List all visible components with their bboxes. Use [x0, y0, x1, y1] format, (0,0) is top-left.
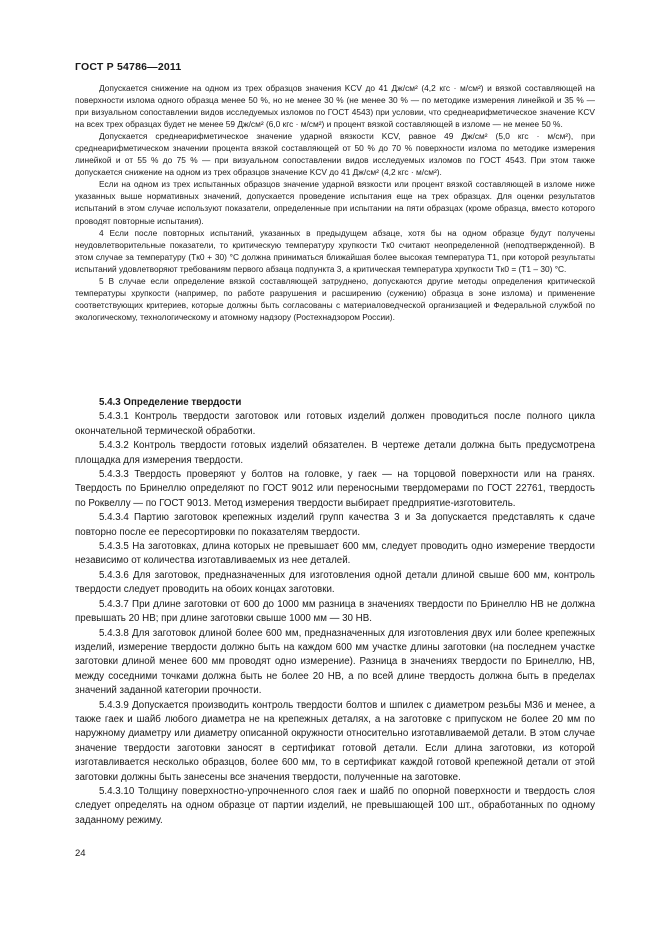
- section-paragraph: 5.4.3.2 Контроль твердости готовых изделий обязателен. В чертеже детали должна быть предусмотрена площадка для измерения твердости.: [75, 440, 595, 466]
- note-paragraph: Если на одном из трех испытанных образцов значение ударной вязкости или процент вязкой составляющей в изломе ниже указанных выше нормативных значений, допускается проведение испытания еще на трех образцах. Для оценки результатов испытаний в этом случае используют показатели, определенные при испытании на пяти образцах (кроме образца, вместо которого проводят повторные испытания).: [75, 179, 595, 226]
- hardness-section: [75, 396, 595, 828]
- note-paragraph: Допускается снижение на одном из трех образцов значения KCV до 41 Дж/см² (4,2 кгс · м/см²) и вязкой составляющей на поверхности излома одного образца менее 50 %, но не менее 30 % (не менее 30 % — по методике измерения линейкой и 35 % — при визуальном сопоставлении видов исследуемых изломов по ГОСТ 4543) при условии, что среднеарифметическое значение KCV на всех трех образцах будет не менее 59 Дж/см² (6,0 кгс · м/см²) и процент вязкой составляющей в изломе — не менее 50 %.: [75, 83, 595, 130]
- section-paragraph: 5.4.3.9 Допускается производить контроль твердости болтов и шпилек с диаметром резьбы М36 и менее, а также гаек и шайб любого диаметра не на крепежных деталях, а на заготовке с припуском не более 20 мм по наружному диаметру или диаметру описанной окружности относительно изготавливаемой детали. В этом случае значение твердости заготовки заносят в сертификат готовой детали. Если длина заготовки, из которой изготавливается несколько образцов, более 600 мм, то в сертификат каждой готовой крепежной детали от этой заготовки должны быть занесены все значения твердости, полученные на заготовке.: [75, 699, 595, 783]
- note-paragraph: Допускается среднеарифметическое значение ударной вязкости KCV, равное 49 Дж/см² (5,0 кгс · м/см²), при среднеарифметическом значении процента вязкой составляющей от 50 % до 70 % поверхности излома по методике измерения линейкой и от 55 % до 75 % — при визуальном сопоставлении видов исследуемых изломов по ГОСТ 4543. При этом также допускается снижение на одном из трех образцов значение KCV до 41 Дж/см² (4,2 кгс · м/см²).: [75, 131, 595, 178]
- note-paragraph: 5 В случае если определение вязкой составляющей затруднено, допускаются другие методы определения критической температуры хрупкости (например, по работе разрушения и расширению (сужению) образца в зоне излома) и применение соответствующих критериев, которые должны быть согласованы с материаловедческой организацией и Федеральной службой по экологическому, технологическому и атомному надзору (Ростехнадзором России).: [75, 275, 595, 322]
- notes-block: [75, 82, 595, 323]
- document-header: ГОСТ Р 54786—2011: [75, 61, 182, 73]
- section-paragraph: 5.4.3.1 Контроль твердости заготовок или готовых изделий должен проводиться после полного цикла окончательной термической обработки.: [75, 411, 595, 437]
- section-paragraph: 5.4.3.4 Партию заготовок крепежных изделий групп качества 3 и 3а допускается представлять к сдаче повторно после ее пересортировки по показателям твердости.: [75, 512, 595, 538]
- section-paragraph: 5.4.3.3 Твердость проверяют у болтов на головке, у гаек — на торцовой поверхности или на гранях. Твердость по Бринеллю определяют по ГОСТ 9012 или переносными твердомерами по ГОСТ 22761, твердость по Роквеллу — по ГОСТ 9013. Метод измерения твердости выбирает предприятие-изготовитель.: [75, 469, 595, 509]
- section-paragraph: 5.4.3.8 Для заготовок длиной более 600 мм, предназначенных для изготовления двух или более крепежных изделий, измерение твердости должно быть на каждом 600 мм участке длины заготовки (на последнем участке заготовки длиной менее 600 мм проводят одно измерение). Разница в значениях твердости по Бринеллю, НВ, между соседними точками должна быть не более 20 НВ, а по всей длине твердость должна быть в пределах значений заданной категории прочности.: [75, 627, 595, 697]
- section-title: 5.4.3 Определение твердости: [99, 397, 242, 408]
- note-paragraph: 4 Если после повторных испытаний, указанных в предыдущем абзаце, хотя бы на одном образце будут получены неудовлетворительные показатели, то критическую температуру хрупкости Tк0 считают неопределенной (неподтвержденной). В этом случае за температуру (Tк0 + 30) °С должна приниматься ближайшая более высокая температура T1, при которой результаты испытаний удовлетворяют требованиям первого абзаца подпункта 3, а критическая температура хрупкости Tк0 = (T1 – 30) °С.: [75, 227, 595, 274]
- section-paragraph: 5.4.3.10 Толщину поверхностно-упрочненного слоя гаек и шайб по опорной поверхности и твердость слоя следует определять на одном образце от партии изделий, не превышающей 100 шт., обработанных по одному заданному режиму.: [75, 785, 595, 826]
- page-number: 24: [75, 848, 86, 859]
- section-paragraph: 5.4.3.6 Для заготовок, предназначенных для изготовления одной детали длиной свыше 600 мм, контроль твердости следует проводить на обоих концах заготовки.: [75, 569, 595, 596]
- section-paragraph: 5.4.3.7 При длине заготовки от 600 до 1000 мм разница в значениях твердости по Бринеллю НВ не должна превышать 20 НВ; при длине заготовки свыше 1000 мм — 30 НВ.: [75, 598, 595, 625]
- section-paragraph: 5.4.3.5 На заготовках, длина которых не превышает 600 мм, следует проводить одно измерение твердости независимо от количества изготавливаемых из нее деталей.: [75, 541, 595, 567]
